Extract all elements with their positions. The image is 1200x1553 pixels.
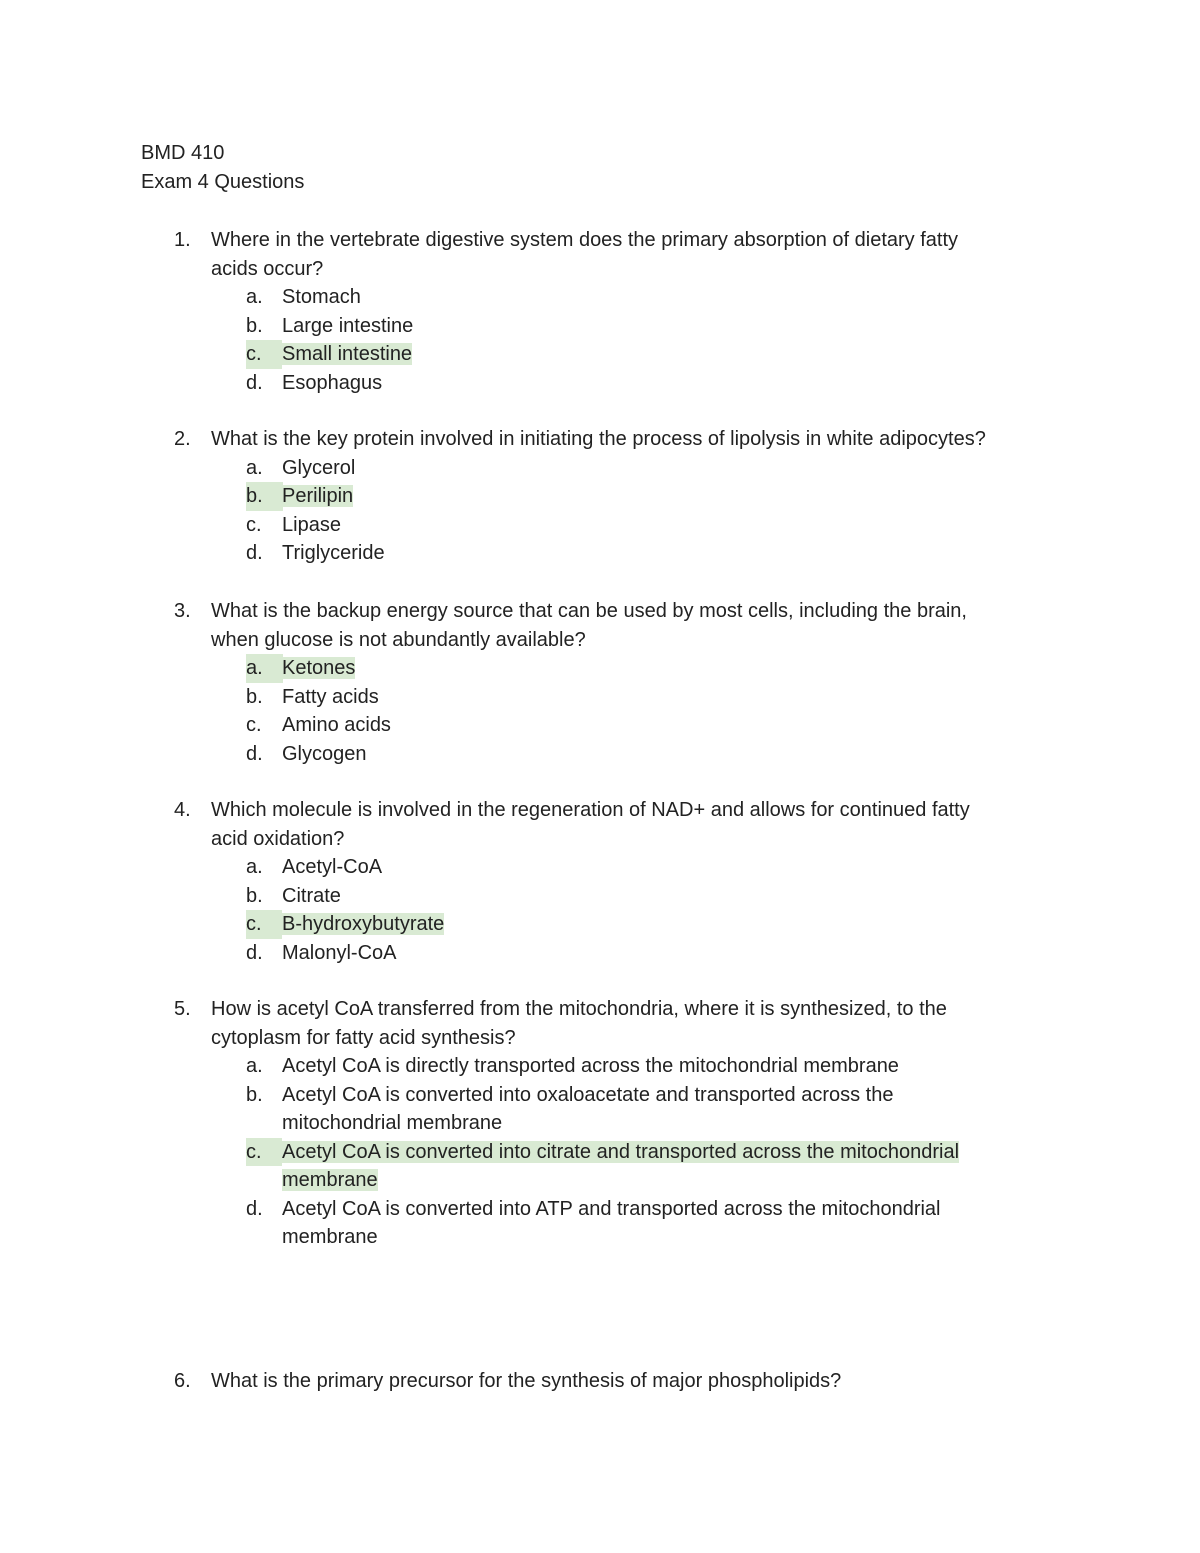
option-letter: d. — [246, 941, 263, 964]
option-text — [282, 482, 1052, 511]
option-text — [282, 1052, 1052, 1081]
option-letter: d. — [246, 542, 263, 564]
option-text-line: Malonyl-CoA — [282, 941, 397, 964]
option-text-line: mitochondrial membrane — [282, 1112, 503, 1134]
option-text-line: Acetyl-CoA — [282, 856, 383, 878]
option-letter: d. — [246, 371, 263, 394]
option-text-line: Acetyl CoA is converted into oxaloacetate and transported across the — [282, 1083, 894, 1106]
question-number: 6. — [174, 1370, 191, 1392]
option-letter: b. — [246, 884, 263, 907]
option-text — [282, 1081, 1052, 1110]
option-text — [282, 369, 1052, 398]
option-letter: a. — [246, 654, 283, 683]
option-text-line: Large intestine — [282, 314, 414, 337]
option-text — [282, 1223, 1052, 1252]
option-text-line: Acetyl CoA is converted into ATP and transported across the mitochondrial — [282, 1197, 941, 1220]
option-letter: c. — [246, 513, 262, 536]
option-text — [282, 654, 1052, 683]
option-letter: d. — [246, 1197, 263, 1220]
option-text — [282, 283, 1052, 312]
option-text-line: Triglyceride — [282, 542, 385, 564]
option-text — [282, 1166, 1052, 1195]
question-text: What is the key protein involved in initiating the process of lipolysis in white adipocytes? — [211, 428, 986, 450]
question-text: What is the backup energy source that can be used by most cells, including the brain, — [211, 600, 967, 622]
question-text: when glucose is not abundantly available? — [211, 628, 586, 651]
option-text-line: Glycogen — [282, 742, 367, 765]
option-text — [282, 939, 1052, 968]
option-text-line: Citrate — [282, 884, 341, 907]
option-letter: c. — [246, 1138, 282, 1167]
document-header — [141, 139, 304, 197]
question-number: 4. — [174, 799, 191, 821]
option-text-line: Lipase — [282, 513, 341, 536]
option-text — [282, 910, 1052, 939]
option-text-line: Perilipin — [282, 485, 354, 507]
option-text-line: Fatty acids — [282, 685, 379, 708]
option-text-line: Stomach — [282, 286, 361, 308]
question-text: Which molecule is involved in the regeneration of NAD+ and allows for continued fatty — [211, 799, 970, 821]
option-text — [282, 882, 1052, 911]
option-text — [282, 539, 1052, 568]
option-letter: b. — [246, 482, 283, 511]
question-number: 3. — [174, 600, 191, 622]
option-text-line: B-hydroxybutyrate — [282, 913, 445, 935]
option-text — [282, 853, 1052, 882]
question-text: cytoplasm for fatty acid synthesis? — [211, 1026, 516, 1049]
option-letter: a. — [246, 456, 263, 479]
option-text-line: Glycerol — [282, 456, 356, 479]
question-number: 5. — [174, 998, 191, 1020]
option-text — [282, 1195, 1052, 1224]
option-letter: b. — [246, 314, 263, 337]
option-text-line: Ketones — [282, 657, 356, 679]
option-text-line: Small intestine — [282, 343, 413, 365]
option-letter: b. — [246, 685, 263, 708]
option-text — [282, 312, 1052, 341]
question-text: acids occur? — [211, 257, 324, 280]
option-text — [282, 1109, 1052, 1138]
option-text — [282, 454, 1052, 483]
option-text — [282, 683, 1052, 712]
option-text — [282, 511, 1052, 540]
option-text-line: Amino acids — [282, 714, 391, 736]
option-letter: c. — [246, 910, 282, 939]
question-text: acid oxidation? — [211, 827, 345, 850]
option-text-line: Acetyl CoA is converted into citrate and transported across the mitochondrial — [282, 1140, 960, 1163]
option-text-line: membrane — [282, 1226, 378, 1248]
option-letter: b. — [246, 1083, 263, 1106]
course-code: BMD 410 — [141, 142, 225, 164]
option-letter: c. — [246, 340, 282, 369]
question-number: 2. — [174, 428, 191, 450]
question-number: 1. — [174, 229, 191, 251]
option-letter: c. — [246, 714, 262, 736]
option-letter: a. — [246, 286, 263, 308]
option-text-line: Acetyl CoA is directly transported across the mitochondrial membrane — [282, 1055, 899, 1077]
option-text — [282, 740, 1052, 769]
question-text: How is acetyl CoA transferred from the mitochondria, where it is synthesized, to the — [211, 998, 947, 1020]
option-text — [282, 340, 1052, 369]
option-text-line: membrane — [282, 1169, 378, 1191]
question-text: Where in the vertebrate digestive system does the primary absorption of dietary fatty — [211, 229, 959, 251]
option-letter: a. — [246, 856, 263, 878]
option-letter: d. — [246, 742, 263, 765]
option-letter: a. — [246, 1055, 263, 1077]
document-title: Exam 4 Questions — [141, 171, 305, 193]
option-text-line: Esophagus — [282, 371, 383, 394]
option-text — [282, 711, 1052, 740]
option-text — [282, 1138, 1052, 1167]
question-text: What is the primary precursor for the synthesis of major phospholipids? — [211, 1370, 842, 1392]
